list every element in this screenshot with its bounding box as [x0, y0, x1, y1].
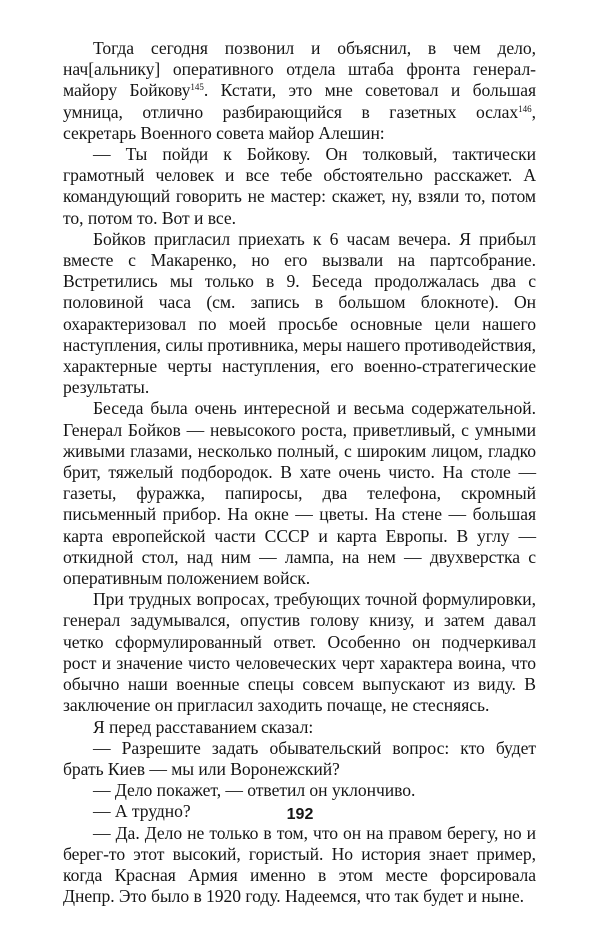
paragraph-1 [63, 38, 536, 144]
page-text [63, 38, 536, 907]
paragraph-4: Беседа была очень интересной и весьма содержательной. Генерал Бойков — невысокого роста, приветливый, с умными живыми глазами, несколько полный, с широким лицом, гладко брит, тяжелый подбородок. В хате очень чисто. На столе — газеты, фуражка, папиросы, два телефона, скромный письменный прибор. На окне — цветы. На стене — большая карта европейской части СССР и карта Европы. В углу — откидной стол, над ним — лампа, на нем — двухверстка с оперативным положением войск. [63, 398, 536, 589]
paragraph-7: — Разрешите задать обывательский вопрос: кто будет брать Киев — мы или Воронежский? [63, 737, 536, 779]
paragraph-1-text-b: . Кстати, это мне советовал и большая умница, отлично разбирающийся в газетных ослах [63, 80, 536, 122]
footnote-ref-146: 146 [518, 103, 532, 114]
paragraph-3: Бойков пригласил приехать к 6 часам вечера. Я прибыл вместе с Макаренко, но его вызвали на партсобрание. Встретились мы только в 9. Беседа продолжалась два с половиной часа (см. запись в большом блокноте). Он охарактеризовал по моей просьбе основные цели нашего наступления, силы противника, меры нашего противодействия, характерные черты наступления, его военно-стратегические результаты. [63, 228, 536, 398]
footnote-ref-145: 145 [190, 82, 204, 93]
paragraph-5: При трудных вопросах, требующих точной формулировки, генерал задумывался, опустив голову книзу, и затем давал четко сформулированный ответ. Особенно он подчеркивал рост и значение чисто человеческих черт характера воина, что обычно наши военные спецы совсем выпускают из виду. В заключение он пригласил заходить почаще, не стесняясь. [63, 589, 536, 716]
paragraph-8: — Дело покажет, — ответил он уклончиво. [93, 780, 416, 801]
paragraph-2: — Ты пойди к Бойкову. Он толковый, тактически грамотный человек и все тебе обстоятельно расскажет. А командующий говорить не мастер: скажет, ну, взяли то, потом то, потом то. Вот и все. [63, 144, 536, 228]
paragraph-1-text-a: Тогда сегодня позвонил и объяснил, в чем дело, нач[альнику] оперативного отдела штаба фронта генерал-майору Бойкову [63, 38, 536, 101]
paragraph-9: — А трудно? [93, 801, 191, 822]
page-number: 192 [286, 806, 314, 823]
paragraph-10: — Да. Дело не только в том, что он на правом берегу, но и берег-то этот высокий, гористый. Но история знает пример, когда Красная Армия именно в этом месте форсировала Днепр. Это было в 1920 году. Надеемся, что так будет и ныне. [63, 822, 536, 907]
paragraph-1-text-c: , секретарь Военного совета майор Алешин: [63, 101, 536, 143]
paragraph-6: Я перед расставанием сказал: [93, 716, 314, 737]
